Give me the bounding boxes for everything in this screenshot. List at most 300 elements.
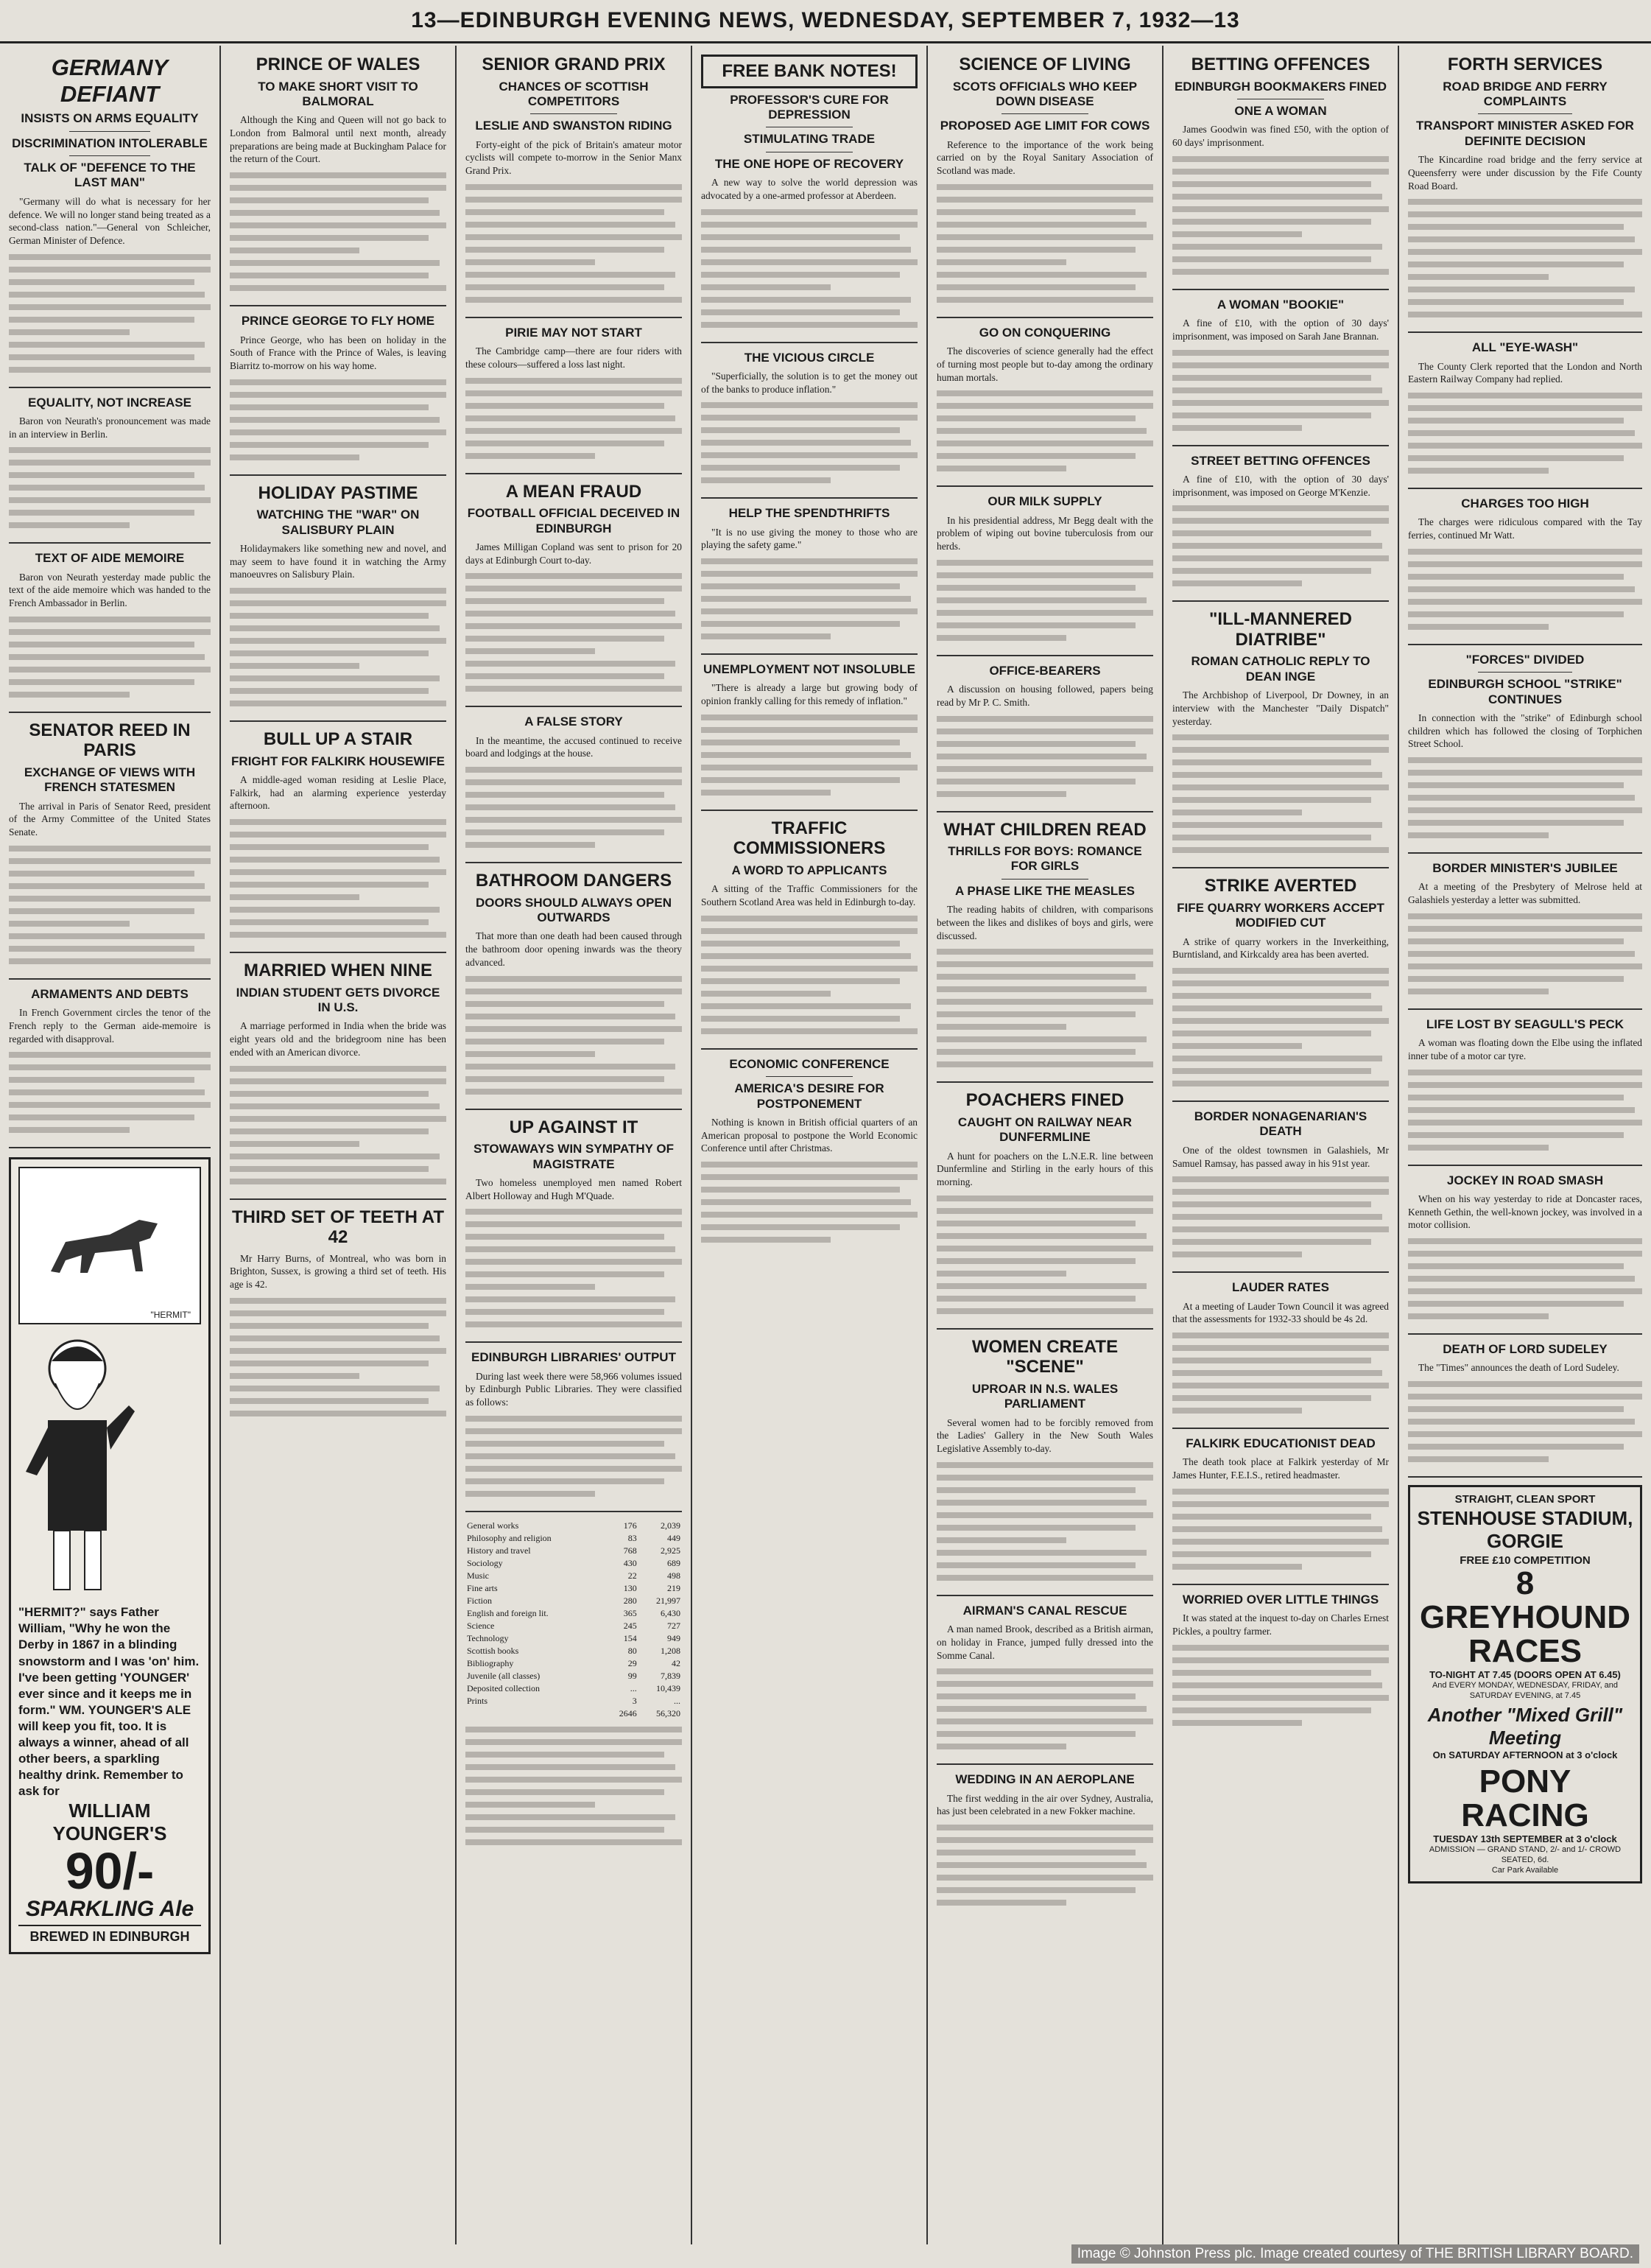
- subheadline: A FALSE STORY: [524, 715, 623, 729]
- text-line: [1408, 287, 1635, 292]
- text-line: [465, 440, 664, 446]
- library-row: [465, 1520, 682, 1532]
- text-line: [465, 1209, 682, 1215]
- text-line: [701, 765, 918, 770]
- article-lead: In French Government circles the tenor of the French reply to the German aide-memoire is regarded with disapproval.: [9, 1007, 211, 1045]
- text-line: [937, 1258, 1136, 1264]
- columns: [0, 46, 1651, 2244]
- text-line: [1172, 847, 1389, 853]
- text-line: [1408, 430, 1635, 436]
- article-lead: Baron von Neurath yesterday made public the text of the aide memoire which was handed to the French Ambassador in Berlin.: [9, 571, 211, 609]
- text-line: [937, 754, 1147, 759]
- article-text-lines: [465, 1416, 682, 1497]
- subheadline: TO MAKE SHORT VISIT TO BALMORAL: [258, 79, 418, 108]
- text-line: [465, 234, 682, 240]
- article: [701, 818, 918, 1050]
- ad-pony: PONY RACING: [1461, 1763, 1589, 1834]
- text-line: [9, 958, 211, 964]
- library-row: [465, 1557, 682, 1570]
- headline: MARRIED WHEN NINE: [244, 961, 432, 981]
- text-line: [9, 304, 211, 310]
- library-cell: 99: [627, 1670, 637, 1681]
- text-line: [1172, 1201, 1371, 1207]
- text-line: [1172, 1383, 1389, 1388]
- article-text-lines: [1172, 350, 1389, 431]
- column-5: [928, 46, 1164, 2244]
- article-lead: Forty-eight of the pick of Britain's amateur motor cyclists will compete to-morrow in the Senior Manx Grand Prix.: [465, 138, 682, 177]
- headline: THIRD SET OF TEETH AT 42: [232, 1207, 444, 1248]
- text-line: [465, 1739, 682, 1745]
- article-text-lines: [9, 1052, 211, 1133]
- text-line: [701, 777, 900, 783]
- library-cell: English and foreign lit.: [467, 1607, 549, 1618]
- text-line: [937, 1875, 1153, 1881]
- text-line: [937, 1744, 1066, 1749]
- text-line: [230, 260, 440, 266]
- ad-free: FREE £10 COMPETITION: [1460, 1554, 1591, 1567]
- text-line: [701, 272, 900, 278]
- article-lead: The Archbishop of Liverpool, Dr Downey, in an interview with the Manchester "Daily Dispatch" yesterday.: [1172, 689, 1389, 727]
- father-william-icon: [18, 1324, 136, 1604]
- article-text-lines: [230, 1298, 446, 1416]
- text-line: [1408, 549, 1642, 555]
- text-line: [230, 1310, 446, 1316]
- subheadline: STREET BETTING OFFENCES: [1191, 453, 1370, 468]
- text-line: [230, 1373, 359, 1379]
- text-line: [465, 1234, 664, 1240]
- text-line: [1172, 993, 1371, 999]
- library-cell: Philosophy and religion: [467, 1532, 552, 1543]
- text-line: [465, 184, 682, 190]
- text-line: [701, 415, 918, 421]
- text-line: [1172, 1670, 1371, 1676]
- article: [1408, 55, 1642, 333]
- text-line: [1408, 1276, 1635, 1282]
- text-line: [230, 882, 429, 888]
- text-line: [1172, 206, 1389, 212]
- subheadline: DISCRIMINATION INTOLERABLE: [12, 136, 208, 150]
- article-text-lines: [465, 573, 682, 692]
- column-3: [457, 46, 692, 2244]
- text-line: [465, 1441, 664, 1447]
- text-line: [465, 1814, 675, 1820]
- subheadline: WORRIED OVER LITTLE THINGS: [1182, 1592, 1379, 1607]
- text-line: [701, 966, 918, 972]
- ad-pony-date: TUESDAY 13th SEPTEMBER at 3 o'clock: [1433, 1833, 1617, 1844]
- library-cell: 1,208: [661, 1645, 680, 1656]
- divider: [1478, 672, 1571, 673]
- text-line: [465, 792, 664, 798]
- divider: [1001, 879, 1088, 880]
- text-line: [1408, 1301, 1624, 1307]
- text-line: [1408, 224, 1624, 230]
- library-table: [465, 1520, 682, 1720]
- library-row: [465, 1695, 682, 1707]
- text-line: [465, 573, 682, 579]
- text-line: [1172, 1645, 1389, 1651]
- text-line: [230, 1141, 359, 1147]
- text-line: [937, 1208, 1153, 1214]
- column-1: [0, 46, 221, 2244]
- subheadline: TALK OF "DEFENCE TO THE LAST MAN": [24, 161, 196, 190]
- text-line: [1408, 1288, 1642, 1294]
- article-text-lines: [465, 976, 682, 1095]
- library-cell: Fiction: [467, 1595, 493, 1606]
- library-cell: Technology: [467, 1632, 509, 1643]
- text-line: [465, 247, 664, 253]
- text-line: [701, 402, 918, 408]
- text-line: [1408, 770, 1642, 776]
- article-lead: Two homeless unemployed men named Robert Albert Holloway and Hugh M'Quade.: [465, 1176, 682, 1201]
- text-line: [230, 273, 429, 278]
- article-text-lines: [701, 402, 918, 483]
- library-row: [465, 1707, 682, 1720]
- headline: SCIENCE OF LIVING: [959, 55, 1131, 74]
- text-line: [937, 184, 1153, 190]
- text-line: [9, 946, 194, 952]
- article-text-lines: [465, 1209, 682, 1327]
- subheadline: PROPOSED AGE LIMIT FOR COWS: [940, 119, 1150, 133]
- text-line: [1172, 543, 1382, 549]
- text-line: [9, 342, 205, 348]
- article-lead: Baron von Neurath's pronouncement was made in an interview in Berlin.: [9, 415, 211, 440]
- subheadline: CAUGHT ON RAILWAY NEAR DUNFERMLINE: [957, 1114, 1133, 1145]
- subheadline: INSISTS ON ARMS EQUALITY: [21, 111, 199, 126]
- text-line: [701, 928, 918, 934]
- text-line: [1408, 561, 1642, 567]
- text-line: [230, 1298, 446, 1304]
- text-line: [1172, 1239, 1371, 1245]
- headline: WOMEN CREATE "SCENE": [971, 1336, 1119, 1377]
- text-line: [1408, 1070, 1642, 1075]
- article-text-lines: [701, 916, 918, 1034]
- text-line: [230, 894, 359, 900]
- article-text-lines: [937, 716, 1153, 797]
- subheadline: JOCKEY IN ROAD SMASH: [1446, 1173, 1604, 1187]
- text-line: [1172, 169, 1389, 175]
- article-text-lines: [230, 379, 446, 460]
- text-line: [1408, 586, 1635, 592]
- subheadline: ONE A WOMAN: [1234, 103, 1327, 118]
- text-line: [230, 185, 446, 191]
- text-line: [9, 1064, 211, 1070]
- subheadline: PIRIE MAY NOT START: [505, 325, 642, 340]
- subheadline: BORDER NONAGENARIAN'S DEATH: [1194, 1109, 1367, 1139]
- text-line: [1408, 312, 1642, 317]
- text-line: [465, 1428, 682, 1434]
- text-line: [465, 1259, 682, 1265]
- article-lead: At a meeting of Lauder Town Council it was agreed that the assessments for 1932-33 should be 4s 2d.: [1172, 1300, 1389, 1325]
- text-line: [1408, 299, 1624, 305]
- text-line: [701, 727, 918, 733]
- divider: [766, 1076, 853, 1077]
- text-line: [1172, 772, 1382, 778]
- text-line: [1408, 963, 1642, 969]
- article-text-lines: [9, 447, 211, 528]
- text-line: [465, 1802, 595, 1808]
- brand-footer: BREWED IN EDINBURGH: [18, 1925, 201, 1945]
- article-text-lines: [465, 1727, 682, 1845]
- ad-copy: "HERMIT?" says Father William, "Why he won the Derby in 1867 in a blinding snowstorm and I was 'on' him. I've been getting 'YOUNGER' ever since and it keeps me in form." WM. YOUNGER'S ALE will keep you fit, too. It is always a winner, ahead of all other beers, a sparkling healthy drink. Remember to ask for: [18, 1605, 200, 1799]
- subheadline: ECONOMIC CONFERENCE: [729, 1056, 890, 1071]
- text-line: [1172, 1081, 1389, 1086]
- article-lead: Although the King and Queen will not go back to London from Balmoral until next month, already preparations are being made at Buckingham Palace for the return of the Court.: [230, 114, 446, 165]
- library-row: [465, 1532, 682, 1545]
- text-line: [230, 1128, 429, 1134]
- text-line: [465, 1752, 664, 1758]
- text-line: [701, 1174, 918, 1180]
- article-text-lines: [937, 560, 1153, 641]
- text-line: [937, 1271, 1066, 1277]
- text-line: [937, 1887, 1136, 1893]
- text-line: [9, 908, 194, 914]
- article-lead: "Germany will do what is necessary for her defence. We will no longer stand being treated as a second-class nation."—General von Schleicher, German Minister of Defence.: [9, 195, 211, 246]
- subheadline: WEDDING IN AN AEROPLANE: [955, 1772, 1135, 1787]
- text-line: [1408, 1107, 1635, 1113]
- text-line: [701, 752, 911, 758]
- text-line: [230, 1361, 429, 1366]
- article-lead: A woman was floating down the Elbe using the inflated inner tube of a motor car tyre.: [1408, 1037, 1642, 1061]
- text-line: [9, 460, 211, 466]
- text-line: [1172, 1539, 1389, 1545]
- article-text-lines: [1172, 1176, 1389, 1257]
- text-line: [230, 919, 429, 925]
- article-text-lines: [1172, 1645, 1389, 1726]
- text-line: [1172, 530, 1371, 536]
- text-line: [701, 322, 918, 328]
- article-text-lines: [1172, 505, 1389, 586]
- library-cell: Deposited collection: [467, 1682, 540, 1693]
- subheadline: A WORD TO APPLICANTS: [731, 863, 887, 878]
- ad-tonight: TO-NIGHT AT 7.45 (DOORS OPEN AT 6.45): [1429, 1668, 1621, 1680]
- ad-car-park: Car Park Available: [1491, 1866, 1559, 1875]
- article-lead: Nothing is known in British official quarters of an American proposal to postpone the World Economic Conference until after Christmas.: [701, 1116, 918, 1154]
- text-line: [9, 933, 205, 939]
- text-line: [937, 779, 1136, 784]
- article-text-lines: [230, 1066, 446, 1184]
- article: [9, 55, 211, 388]
- text-line: [937, 635, 1066, 641]
- text-line: [9, 367, 211, 373]
- text-line: [230, 613, 429, 619]
- text-line: [1408, 1419, 1635, 1425]
- text-line: [937, 974, 1136, 980]
- column-2: [221, 46, 457, 2244]
- text-line: [465, 989, 682, 994]
- column-4: [692, 46, 928, 2244]
- text-line: [701, 916, 918, 921]
- article-text-lines: [1172, 156, 1389, 275]
- text-line: [701, 941, 900, 947]
- library-cell: 2,925: [661, 1545, 680, 1556]
- article-lead: A strike of quarry workers in the Inverkeithing, Burntisland, and Kirkcaldy area has been averted.: [1172, 935, 1389, 961]
- headline: BETTING OFFENCES: [1191, 55, 1370, 74]
- text-line: [1408, 1381, 1642, 1387]
- text-line: [1408, 913, 1642, 919]
- text-line: [1172, 1333, 1389, 1338]
- text-line: [9, 883, 205, 889]
- library-cell: [465, 1707, 605, 1720]
- subheadline: EDINBURGH LIBRARIES' OUTPUT: [471, 1350, 676, 1365]
- text-line: [937, 1575, 1153, 1581]
- article: [230, 729, 446, 953]
- article: [1408, 1017, 1642, 1166]
- text-line: [937, 1537, 1066, 1543]
- article-text-lines: [1172, 968, 1389, 1086]
- text-line: [937, 440, 1153, 446]
- article-text-lines: [1408, 913, 1642, 994]
- text-line: [937, 1024, 1066, 1030]
- masthead: 13—EDINBURGH EVENING NEWS, WEDNESDAY, SEPTEMBER 7, 1932—13: [0, 0, 1651, 43]
- article-text-lines: [9, 617, 211, 698]
- text-line: [937, 1837, 1153, 1843]
- text-line: [230, 1323, 429, 1329]
- text-line: [701, 621, 900, 627]
- subheadline: EQUALITY, NOT INCREASE: [28, 395, 191, 410]
- text-line: [937, 222, 1147, 228]
- headline: A MEAN FRAUD: [505, 481, 642, 502]
- text-line: [937, 999, 1153, 1005]
- article-lead: A sitting of the Traffic Commissioners for the Southern Scotland Area was held in Edinburgh to-day.: [701, 883, 918, 908]
- text-line: [465, 598, 664, 604]
- text-line: [465, 1089, 682, 1095]
- library-cell: 768: [623, 1545, 637, 1556]
- text-line: [1172, 1682, 1382, 1688]
- text-line: [9, 497, 211, 503]
- text-line: [230, 588, 446, 594]
- text-line: [230, 688, 429, 694]
- text-line: [9, 279, 194, 285]
- text-line: [9, 896, 211, 902]
- article-lead: The Cambridge camp—there are four riders with these colours—suffered a loss last night.: [465, 345, 682, 370]
- article-lead: Several women had to be forcibly removed from the Ladies' Gallery in the New South Wales Legislative Assembly to-day.: [937, 1416, 1153, 1455]
- library-cell: 10,439: [656, 1682, 680, 1693]
- text-line: [230, 222, 446, 228]
- text-line: [230, 1335, 440, 1341]
- text-line: [9, 858, 211, 864]
- text-line: [937, 466, 1066, 471]
- article-lead: The first wedding in the air over Sydney, Australia, has just been celebrated in a new Fokker machine.: [937, 1792, 1153, 1817]
- headline: SENATOR REED IN PARIS: [29, 720, 191, 761]
- text-line: [937, 1233, 1147, 1239]
- article-lead: A fine of £10, with the option of 30 days' imprisonment, was imposed on Sarah Jane Brannan.: [1172, 317, 1389, 342]
- text-line: [1172, 1005, 1382, 1011]
- subheadline: HELP THE SPENDTHRIFTS: [728, 506, 890, 521]
- ad-mixed: Another "Mixed Grill" Meeting: [1427, 1704, 1623, 1749]
- subheadline: UPROAR IN N.S. WALES PARLIAMENT: [971, 1381, 1119, 1411]
- text-line: [1172, 1657, 1389, 1663]
- library-cell: 689: [667, 1557, 680, 1568]
- library-cell: History and travel: [467, 1545, 531, 1556]
- subheadline: LAUDER RATES: [1232, 1280, 1329, 1295]
- text-line: [937, 1525, 1136, 1531]
- text-line: [701, 740, 900, 745]
- text-line: [1172, 1501, 1389, 1507]
- ad-every: And EVERY MONDAY, WEDNESDAY, FRIDAY, and SATURDAY EVENING, at 7.45: [1432, 1680, 1619, 1700]
- subheadline: CHARGES TOO HIGH: [1461, 496, 1589, 510]
- text-line: [937, 1475, 1153, 1481]
- article-lead: A middle-aged woman residing at Leslie Place, Falkirk, had an alarming experience yesterday afternoon.: [230, 774, 446, 812]
- library-cell: Fine arts: [467, 1582, 498, 1593]
- library-cell: 280: [623, 1595, 637, 1606]
- divider: [69, 155, 150, 156]
- text-line: [9, 871, 194, 877]
- article-text-lines: [937, 1825, 1153, 1906]
- article-text-lines: [1408, 757, 1642, 838]
- subheadline: A WOMAN "BOOKIE": [1217, 297, 1345, 312]
- text-line: [465, 272, 675, 278]
- ad-brand: [18, 1800, 201, 1945]
- text-line: [701, 309, 900, 315]
- text-line: [9, 354, 194, 360]
- headline: WHAT CHILDREN READ: [943, 819, 1147, 840]
- text-line: [701, 608, 918, 614]
- article-text-lines: [1408, 393, 1642, 474]
- text-line: [9, 1052, 211, 1058]
- text-line: [230, 907, 440, 913]
- text-line: [1408, 1263, 1624, 1269]
- text-line: [230, 663, 359, 669]
- library-cell: 365: [623, 1607, 637, 1618]
- text-line: [9, 617, 211, 622]
- text-line: [1172, 759, 1371, 765]
- text-line: [1408, 1444, 1624, 1450]
- text-line: [1408, 211, 1642, 217]
- text-line: [937, 1221, 1136, 1226]
- text-line: [465, 297, 682, 303]
- article-lead: The "Times" announces the death of Lord Sudeley.: [1418, 1362, 1619, 1374]
- text-line: [465, 1014, 675, 1019]
- library-cell: General works: [467, 1520, 519, 1531]
- article-text-lines: [701, 558, 918, 639]
- text-line: [937, 597, 1147, 603]
- article-lead: The discoveries of science generally had the effect of turning most people but to-day among the ordinary human mortals.: [937, 345, 1153, 383]
- text-line: [1408, 1095, 1624, 1100]
- library-row: [465, 1570, 682, 1582]
- article: [937, 55, 1153, 318]
- text-line: [1408, 261, 1624, 267]
- text-line: [1408, 832, 1549, 838]
- text-line: [230, 417, 440, 423]
- article-lead: A discussion on housing followed, papers being read by Mr P. C. Smith.: [937, 684, 1153, 708]
- text-line: [230, 1398, 429, 1404]
- article-text-lines: [937, 1196, 1153, 1314]
- article-lead: "Superficially, the solution is to get the money out of the banks to produce inflation.": [701, 370, 918, 395]
- subheadline: DEATH OF LORD SUDELEY: [1443, 1341, 1608, 1356]
- article-lead: A marriage performed in India when the bride was eight years old and the bridegroom nine has been ended with an American divorce.: [230, 1020, 446, 1058]
- text-line: [937, 272, 1147, 278]
- text-line: [937, 403, 1153, 409]
- text-line: [937, 1668, 1153, 1674]
- text-line: [1408, 807, 1642, 813]
- text-line: [465, 1064, 675, 1070]
- article-text-lines: [465, 184, 682, 303]
- text-line: [1172, 1514, 1371, 1520]
- text-line: [230, 1348, 446, 1354]
- divider: [69, 131, 150, 132]
- article-lead: In connection with the "strike" of Edinburgh school children which has followed the closing of Torphichen Street School.: [1408, 712, 1642, 750]
- ad-saturday: On SATURDAY AFTERNOON at 3 o'clock: [1432, 1749, 1618, 1761]
- text-line: [465, 804, 675, 810]
- subheadline: BORDER MINISTER'S JUBILEE: [1432, 860, 1618, 875]
- image-credit: Image © Johnston Press plc. Image created courtesy of THE BRITISH LIBRARY BOARD.: [1071, 2244, 1639, 2264]
- library-cell: Prints: [467, 1695, 488, 1706]
- text-line: [1408, 599, 1642, 605]
- text-line: [701, 596, 911, 602]
- article: [465, 55, 682, 318]
- text-line: [465, 1727, 682, 1732]
- article-lead: Reference to the importance of the work being carried on by the Royal Sanitary Association of Scotland was made.: [937, 138, 1153, 177]
